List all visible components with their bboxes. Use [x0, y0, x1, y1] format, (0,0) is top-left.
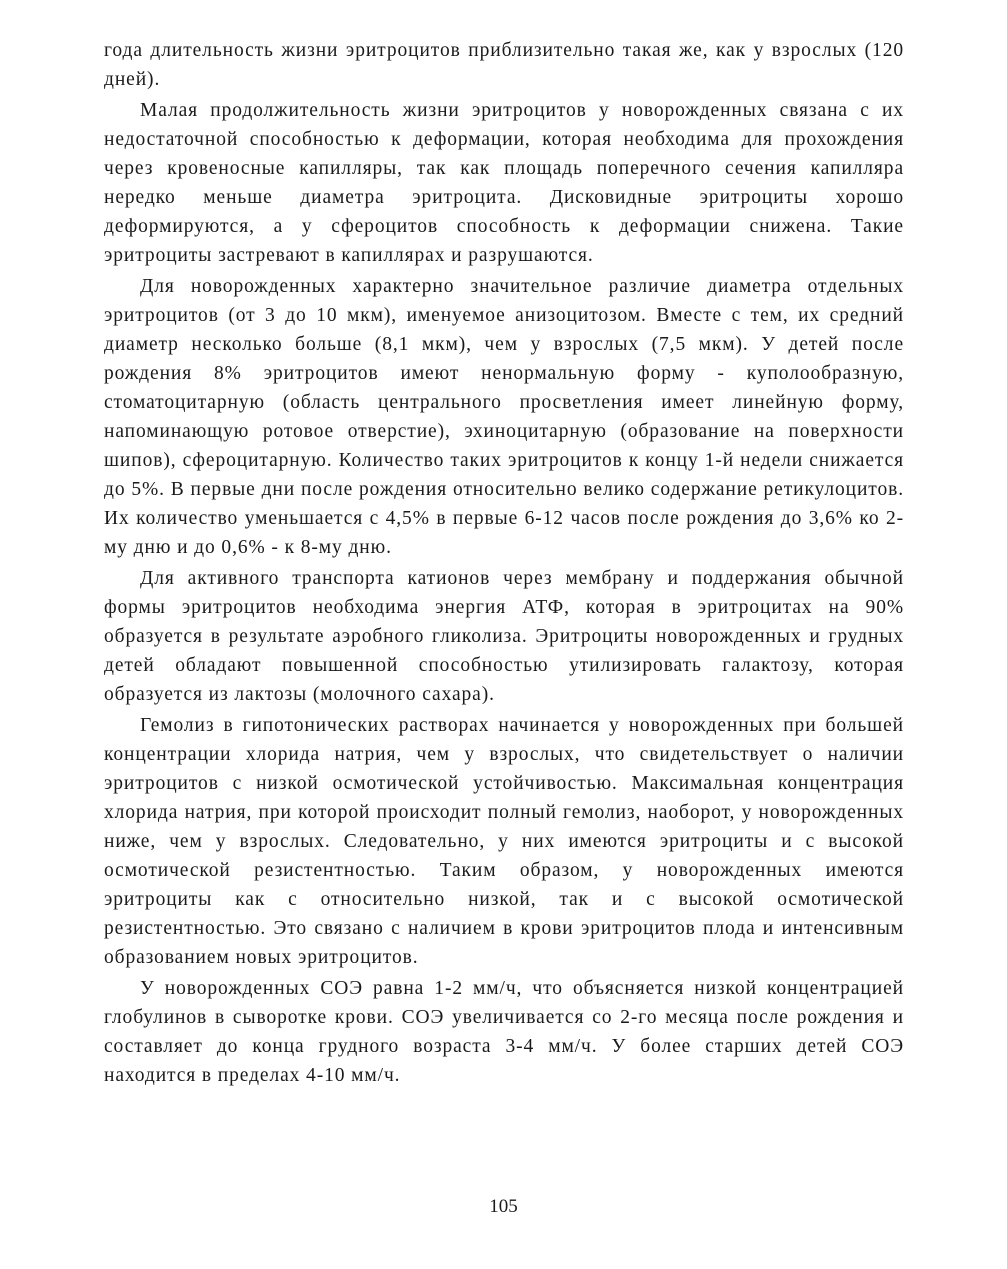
paragraph-6: У новорожденных СОЭ равна 1-2 мм/ч, что объясняется низкой концентрацией глобулинов в сыворотке крови. СОЭ увеличивается со 2-го месяца после рождения и составляет до конца грудного возраста 3-4 мм/ч. У более старших детей СОЭ находится в пределах 4-10 мм/ч.: [104, 978, 904, 1086]
paragraph-3: Для новорожденных характерно значительное различие диаметра отдельных эритроцитов (от 3 до 10 мкм), именуемое анизоцитозом. Вместе с тем, их средний диаметр несколько больше (8,1 мкм), чем у взрослых (7,5 мкм). У детей после рождения 8% эритроцитов имеют ненормальную форму - куполообразную, стоматоцитарную (область центрального просветления имеет линейную форму, напоминающую ротовое отверстие), эхиноцитарную (образование на поверхности шипов), сфероцитарную. Количество таких эритроцитов к концу 1-й недели снижается до 5%. В первые дни после рождения относительно велико содержание ретикулоцитов. Их количество уменьшается с 4,5% в первые 6-12 часов после рождения до 3,6% ко 2-му дню и до 0,6% - к 8-му дню.: [104, 276, 904, 558]
paragraph-4: Для активного транспорта катионов через мембрану и поддержания обычной формы эритроцитов необходима энергия АТФ, которая в эритроцитах на 90% образуется в результате аэробного гликолиза. Эритроциты новорожденных и грудных детей обладают повышенной способностью утилизировать галактозу, которая образуется из лактозы (молочного сахара).: [104, 568, 904, 705]
paragraph-1: года длительность жизни эритроцитов приблизительно такая же, как у взрослых (120 дней).: [104, 40, 904, 90]
paragraph-5: Гемолиз в гипотонических растворах начинается у новорожденных при большей концентрации хлорида натрия, чем у взрослых, что свидетельствует о наличии эритроцитов с низкой осмотической устойчивостью. Максимальная концентрация хлорида натрия, при которой происходит полный гемолиз, наоборот, у новорожденных ниже, чем у взрослых. Следовательно, у них имеются эритроциты и с высокой осмотической резистентностью. Таким образом, у новорожденных имеются эритроциты как с относительно низкой, так и с высокой осмотической резистентностью. Это связано с наличием в крови эритроцитов плода и интенсивным образованием новых эритроцитов.: [104, 715, 904, 968]
document-body: [104, 36, 904, 1092]
paragraph-2: Малая продолжительность жизни эритроцитов у новорожденных связана с их недостаточной способностью к деформации, которая необходима для прохождения через кровеносные капилляры, так как площадь поперечного сечения капилляра нередко меньше диаметра эритроцита. Дисковидные эритроциты хорошо деформируются, а у сфероцитов способность к деформации снижена. Такие эритроциты застревают в капиллярах и разрушаются.: [104, 100, 904, 266]
page-number: 105: [489, 1196, 518, 1217]
